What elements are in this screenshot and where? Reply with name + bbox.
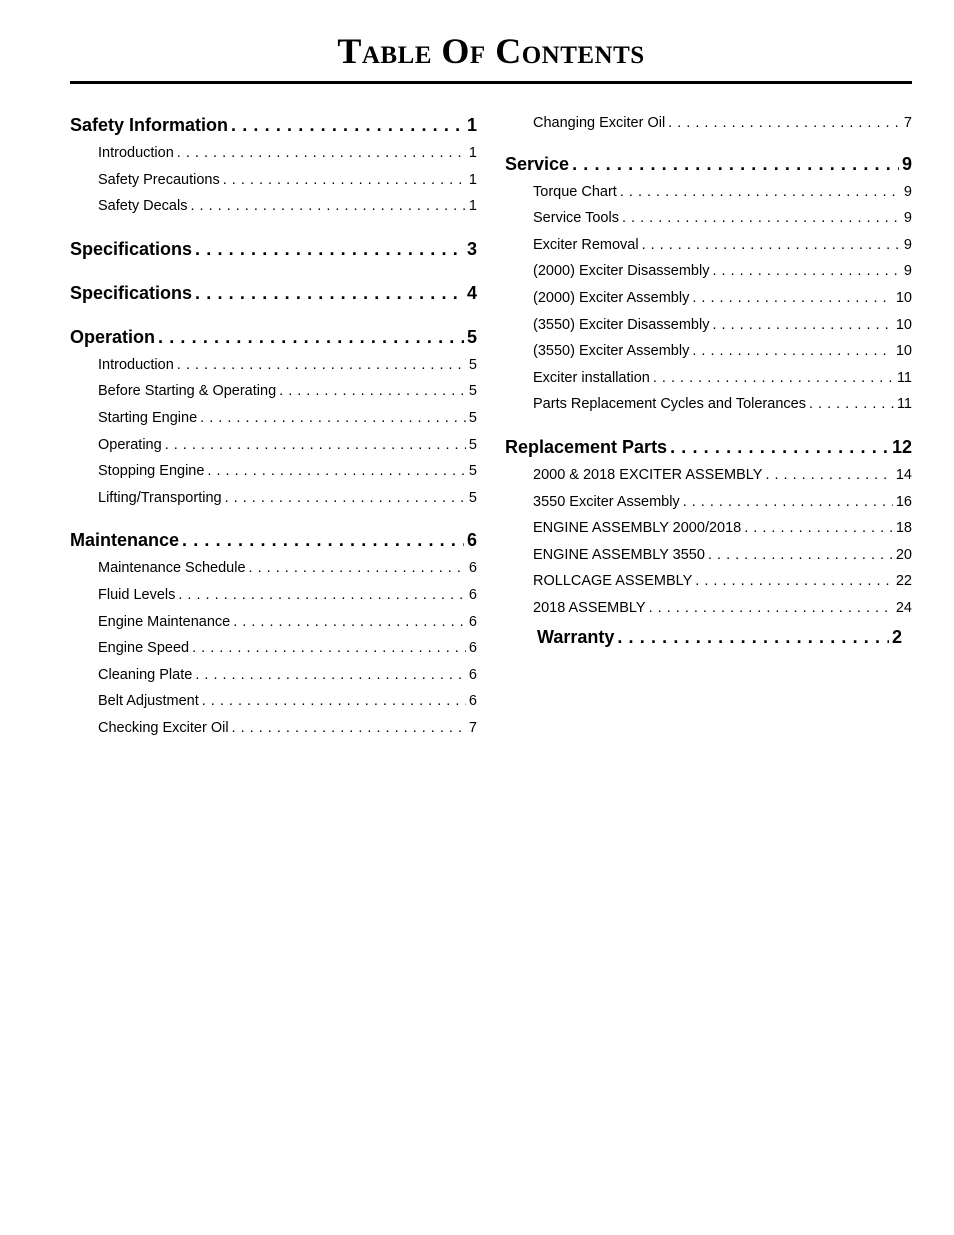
toc-entry-introduction[interactable] (70, 145, 477, 172)
dot-leader (668, 115, 901, 131)
toc-page-number: 6 (468, 640, 477, 657)
toc-page-number: 18 (895, 520, 912, 537)
toc-page-number: 1 (466, 115, 477, 135)
toc-page-number: 7 (468, 719, 477, 736)
toc-page-number: 14 (895, 466, 912, 483)
toc-entry-exciter-removal[interactable] (505, 237, 912, 264)
toc-entry-rollcage-assembly[interactable] (505, 573, 912, 600)
dot-leader (649, 600, 893, 616)
toc-label: ENGINE ASSEMBLY 2000/2018 (533, 520, 742, 537)
dot-leader (177, 145, 466, 161)
toc-label: Belt Adjustment (98, 693, 199, 710)
toc-entry-operating[interactable] (70, 437, 477, 464)
toc-page-number: 5 (468, 463, 477, 480)
toc-label: (3550) Exciter Disassembly (533, 316, 710, 333)
toc-page-number: 5 (468, 436, 477, 453)
toc-entry-torque-chart[interactable] (505, 184, 912, 211)
toc-section-replacement-parts[interactable] (505, 437, 912, 467)
toc-label: Engine Maintenance (98, 613, 231, 630)
dot-leader (620, 184, 901, 200)
toc-label: Fluid Levels (98, 586, 176, 603)
toc-page-number: 5 (468, 383, 477, 400)
toc-label: ENGINE ASSEMBLY 3550 (533, 546, 705, 563)
toc-label: Specifications (70, 282, 193, 303)
toc-label: Changing Exciter Oil (533, 115, 666, 131)
dot-leader (158, 327, 464, 348)
toc-page-number: 1 (468, 171, 477, 188)
dot-leader (695, 573, 893, 589)
toc-entry-3550-exciter-assembly[interactable] (505, 494, 912, 521)
toc-page-number: 9 (903, 210, 912, 227)
toc-entry-lifting-transporting[interactable] (70, 490, 477, 517)
dot-leader (195, 283, 464, 304)
toc-page-number: 7 (903, 115, 912, 131)
toc-entry-3550-exciter-disassembly[interactable] (505, 317, 912, 344)
toc-entry-safety-decals[interactable] (70, 198, 477, 225)
dot-leader (192, 640, 466, 656)
dot-leader (572, 154, 899, 175)
toc-page-number: 5 (468, 356, 477, 373)
page-title: Table Of Contents (337, 31, 645, 71)
toc-entry-stopping-engine[interactable] (70, 463, 477, 490)
title-divider (70, 81, 912, 84)
toc-right-column (505, 115, 912, 655)
toc-label: Parts Replacement Cycles and Tolerances (533, 396, 806, 413)
dot-leader (809, 396, 894, 412)
toc-entry-service-tools[interactable] (505, 210, 912, 237)
toc-page-number: 5 (468, 489, 477, 506)
toc-page-number: 9 (903, 236, 912, 253)
toc-page-number: 9 (903, 263, 912, 280)
dot-leader (692, 343, 893, 359)
toc-entry-parts-replacement-cycles-and-tolerances[interactable] (505, 396, 912, 423)
toc-label: Introduction (98, 356, 174, 373)
toc-entry-safety-precautions[interactable] (70, 172, 477, 199)
toc-page-number: 6 (468, 693, 477, 710)
dot-leader (190, 198, 465, 214)
dot-leader (223, 172, 466, 188)
toc-page-number: 1 (468, 145, 477, 161)
toc-label: Service Tools (533, 210, 619, 227)
toc-label: Cleaning Plate (98, 666, 193, 683)
dot-leader (765, 467, 892, 483)
toc-entry-engine-assembly-2000-2018[interactable] (505, 520, 912, 547)
toc-label: Exciter Removal (533, 236, 639, 253)
dot-leader (692, 290, 893, 306)
toc-entry-2000-exciter-disassembly[interactable] (505, 263, 912, 290)
dot-leader (165, 437, 466, 453)
toc-page-number: 11 (896, 369, 912, 386)
toc-entry-engine-assembly-3550[interactable] (505, 547, 912, 574)
toc-section-specifications[interactable] (70, 239, 477, 269)
dot-leader (231, 115, 464, 136)
toc-section-operation[interactable] (70, 327, 477, 357)
toc-label: Warranty (537, 626, 615, 647)
dot-leader (670, 437, 889, 458)
dot-leader (642, 237, 901, 253)
toc-label: Maintenance Schedule (98, 560, 246, 577)
dot-leader (233, 614, 466, 630)
toc-label: Safety Decals (98, 198, 188, 215)
dot-leader (249, 560, 466, 576)
toc-label: Operation (70, 326, 156, 347)
toc-entry-engine-speed[interactable] (70, 640, 477, 667)
toc-entry-3550-exciter-assembly[interactable] (505, 343, 912, 370)
dot-leader (195, 667, 466, 683)
toc-label: Lifting/Transporting (98, 489, 222, 506)
toc-section-specifications[interactable] (70, 283, 477, 313)
toc-page-number: 6 (468, 666, 477, 683)
toc-entry-exciter-installation[interactable] (505, 370, 912, 397)
toc-label: Starting Engine (98, 409, 198, 426)
dot-leader (182, 530, 464, 551)
toc-label: ROLLCAGE ASSEMBLY (533, 573, 693, 590)
toc-label: Before Starting & Operating (98, 383, 277, 400)
toc-page-number: 10 (895, 289, 912, 306)
toc-label: (2000) Exciter Disassembly (533, 263, 710, 280)
dot-leader (232, 720, 466, 736)
dot-leader (712, 263, 900, 279)
toc-entry-fluid-levels[interactable] (70, 587, 477, 614)
dot-leader (622, 210, 901, 226)
toc-entry-belt-adjustment[interactable] (70, 693, 477, 720)
toc-section-maintenance[interactable] (70, 530, 477, 560)
toc-page-number: 6 (468, 613, 477, 630)
dot-leader (653, 370, 894, 386)
toc-page-number: 5 (468, 409, 477, 426)
dot-leader (744, 520, 893, 536)
dot-leader (617, 627, 889, 648)
toc-page-number: 9 (903, 183, 912, 200)
toc-entry-engine-maintenance[interactable] (70, 614, 477, 641)
toc-page-number: 1 (468, 198, 477, 215)
toc-label: Service (505, 153, 570, 174)
toc-label: (2000) Exciter Assembly (533, 289, 690, 306)
toc-label: 2018 ASSEMBLY (533, 599, 646, 616)
toc-label: 2000 & 2018 EXCITER ASSEMBLY (533, 466, 763, 483)
dot-leader (683, 494, 893, 510)
dot-leader (200, 410, 466, 426)
dot-leader (195, 239, 464, 260)
toc-page-number: 20 (895, 546, 912, 563)
toc-page-number: 22 (895, 573, 912, 590)
toc-page-number: 6 (468, 560, 477, 577)
toc-entry-2000-exciter-assembly[interactable] (505, 290, 912, 317)
dot-leader (207, 463, 466, 479)
toc-entry-starting-engine[interactable] (70, 410, 477, 437)
toc-page-number: 11 (896, 396, 912, 413)
toc-label: 3550 Exciter Assembly (533, 493, 680, 510)
toc-label: Torque Chart (533, 183, 617, 200)
toc-entry-changing-exciter-oil[interactable] (505, 115, 912, 142)
toc-left-column (70, 115, 477, 747)
toc-label: Maintenance (70, 530, 180, 551)
toc-entry-introduction[interactable] (70, 357, 477, 384)
toc-page-number: 2 (891, 626, 902, 647)
toc-page-number: 9 (901, 153, 912, 174)
toc-section-safety-information[interactable] (70, 115, 477, 145)
dot-leader (279, 383, 466, 399)
toc-entry-cleaning-plate[interactable] (70, 667, 477, 694)
toc-page-number: 4 (466, 282, 477, 303)
toc-page-number: 16 (895, 493, 912, 510)
dot-leader (712, 317, 892, 333)
toc-label: Introduction (98, 145, 174, 161)
toc-page-number: 3 (466, 238, 477, 259)
toc-entry-checking-exciter-oil[interactable] (70, 720, 477, 747)
dot-leader (177, 357, 466, 373)
toc-page-number: 10 (895, 316, 912, 333)
toc-page-number: 6 (468, 586, 477, 603)
toc-page-number: 24 (895, 599, 912, 616)
toc-entry-maintenance-schedule[interactable] (70, 560, 477, 587)
toc-label: Engine Speed (98, 640, 190, 657)
dot-leader (178, 587, 466, 603)
dot-leader (202, 693, 466, 709)
toc-label: Checking Exciter Oil (98, 719, 229, 736)
toc-entry-2018-assembly[interactable] (505, 600, 912, 627)
toc-section-warranty[interactable] (505, 627, 912, 655)
toc-label: (3550) Exciter Assembly (533, 343, 690, 360)
toc-section-service[interactable] (505, 154, 912, 184)
dot-leader (225, 490, 466, 506)
toc-entry-before-starting-operating[interactable] (70, 383, 477, 410)
toc-page-number: 10 (895, 343, 912, 360)
toc-label: Safety Precautions (98, 171, 220, 188)
toc-label: Replacement Parts (505, 436, 668, 457)
toc-label: Stopping Engine (98, 463, 205, 480)
dot-leader (708, 547, 893, 563)
toc-label: Exciter installation (533, 369, 650, 386)
toc-label: Safety Information (70, 115, 229, 135)
toc-page-number: 5 (466, 326, 477, 347)
toc-label: Specifications (70, 238, 193, 259)
toc-label: Operating (98, 436, 162, 453)
toc-entry-2000-2018-exciter-assembly[interactable] (505, 467, 912, 494)
toc-page-number: 12 (891, 436, 912, 457)
toc-page-number: 6 (466, 530, 477, 551)
